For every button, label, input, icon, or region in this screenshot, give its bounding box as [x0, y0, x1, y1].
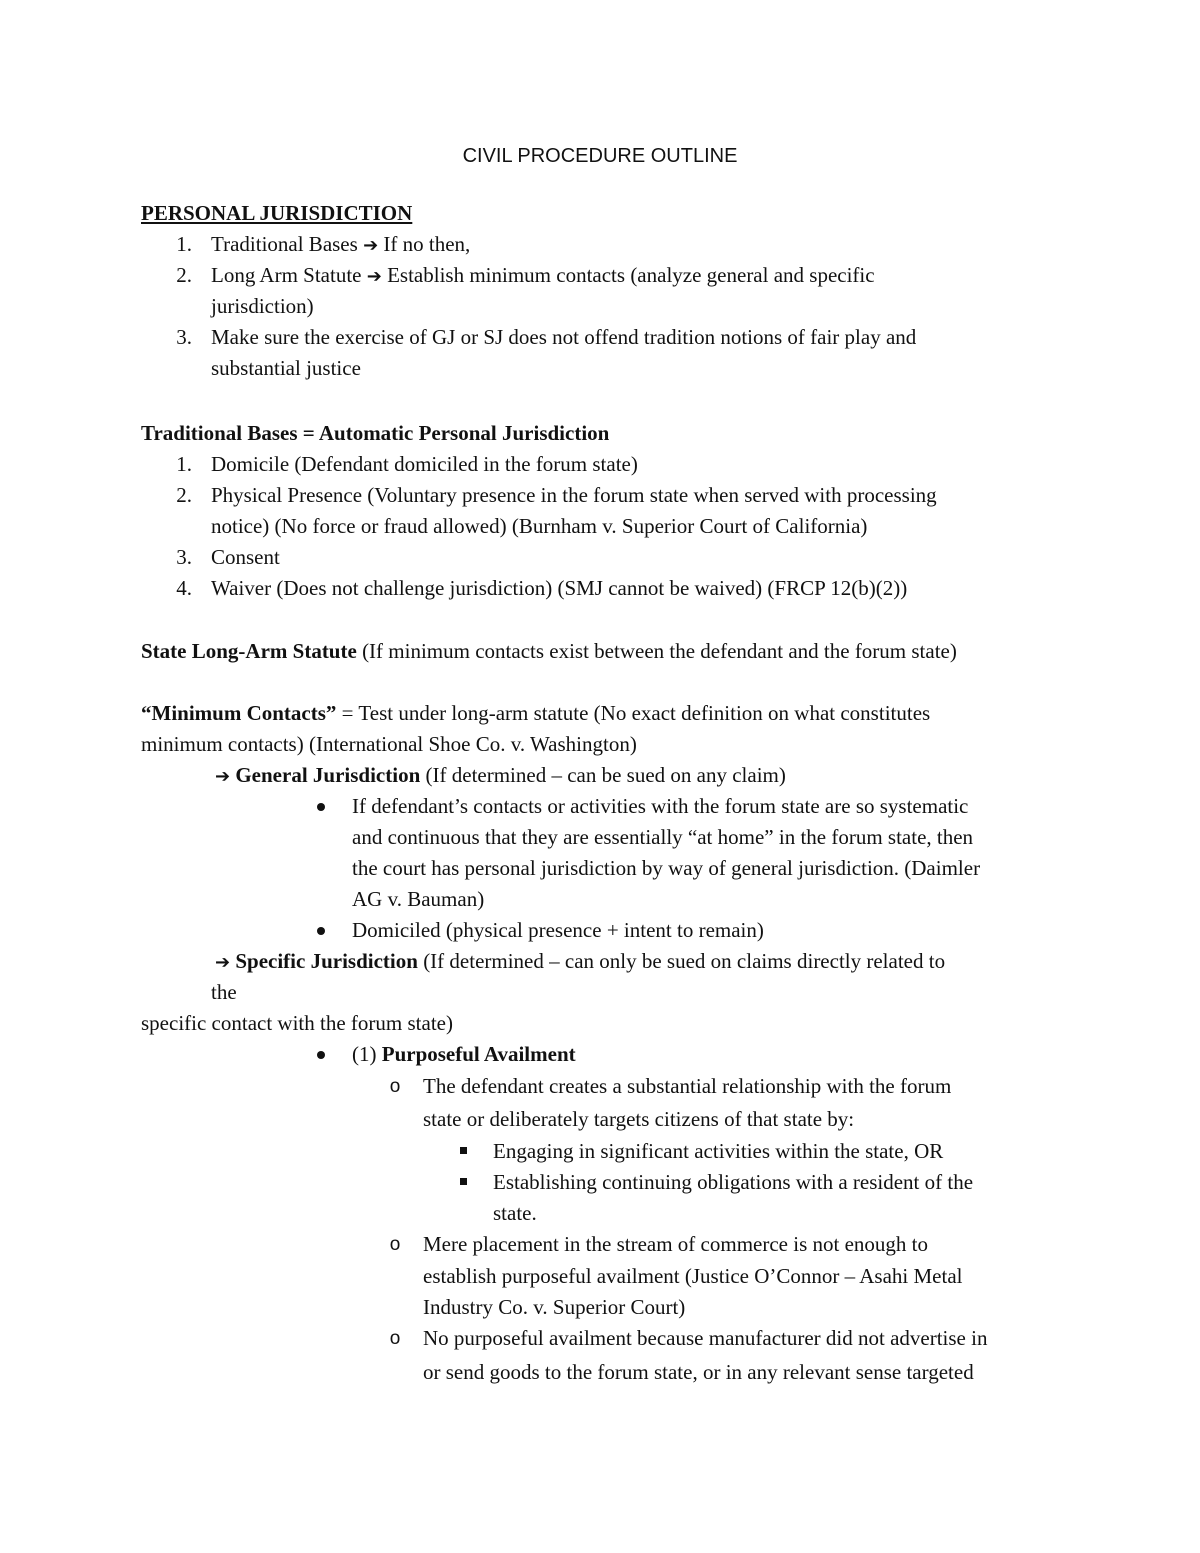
list-item: Mere placement in the stream of commerce is not enough to [423, 1232, 928, 1256]
subheading-specific-jurisdiction: ➔ Specific Jurisdiction (If determined – can only be sued on claims directly related to [215, 949, 946, 973]
list-item: Traditional Bases ➔ If no then, [211, 232, 471, 256]
list-number: 3. [176, 325, 192, 349]
bullet-icon [317, 803, 325, 811]
bullet-icon [317, 1051, 325, 1059]
list-item-continuation: jurisdiction) [211, 294, 314, 318]
bullet-icon [317, 927, 325, 935]
paragraph-continuation: minimum contacts) (International Shoe Co. v. Washington) [141, 732, 637, 756]
list-item: Establishing continuing obligations with a resident of the [493, 1170, 974, 1194]
paragraph-minimum-contacts: “Minimum Contacts” = Test under long-arm statute (No exact definition on what constitutes [141, 701, 931, 725]
list-item: Physical Presence (Voluntary presence in the forum state when served with processing [211, 483, 937, 507]
hollow-bullet-icon: o [389, 1328, 401, 1349]
list-item: Engaging in significant activities within the state, OR [493, 1139, 944, 1163]
list-item: Consent [211, 545, 280, 569]
list-item-continuation: state. [493, 1201, 537, 1225]
list-item-continuation: Industry Co. v. Superior Court) [423, 1295, 686, 1319]
list-item-continuation: and continuous that they are essentially “at home” in the forum state, then [352, 825, 974, 849]
arrow-icon: ➔ [366, 266, 382, 287]
section-heading-personal-jurisdiction: PERSONAL JURISDICTION [141, 201, 413, 225]
list-item: Domicile (Defendant domiciled in the forum state) [211, 452, 638, 476]
hollow-bullet-icon: o [389, 1234, 401, 1255]
list-number: 4. [176, 576, 192, 600]
list-item-continuation: or send goods to the forum state, or in any relevant sense targeted [423, 1360, 974, 1384]
list-item-continuation: state or deliberately targets citizens of that state by: [423, 1107, 855, 1131]
list-item-continuation: AG v. Bauman) [352, 887, 485, 911]
list-item: Domiciled (physical presence + intent to remain) [352, 918, 764, 942]
list-item: Waiver (Does not challenge jurisdiction) (SMJ cannot be waived) (FRCP 12(b)(2)) [211, 576, 908, 600]
list-item-continuation: establish purposeful availment (Justice O’Connor – Asahi Metal [423, 1264, 963, 1288]
arrow-icon: ➔ [215, 766, 231, 787]
list-item-continuation: notice) (No force or fraud allowed) (Burnham v. Superior Court of California) [211, 514, 868, 538]
list-item-continuation: substantial justice [211, 356, 361, 380]
document-title: CIVIL PROCEDURE OUTLINE [462, 145, 738, 167]
subheading-general-jurisdiction: ➔ General Jurisdiction (If determined – can be sued on any claim) [215, 763, 786, 787]
list-number: 1. [176, 232, 192, 256]
list-item: If defendant’s contacts or activities with the forum state are so systematic [352, 794, 969, 818]
list-item-purposeful-availment: (1) Purposeful Availment [352, 1042, 576, 1066]
paragraph-long-arm-statute: State Long-Arm Statute (If minimum contacts exist between the defendant and the forum state) [141, 639, 957, 663]
list-item: No purposeful availment because manufacturer did not advertise in [423, 1326, 988, 1350]
paragraph-continuation: specific contact with the forum state) [141, 1011, 453, 1035]
square-bullet-icon [460, 1178, 467, 1185]
paragraph-continuation: the [211, 980, 237, 1004]
list-number: 3. [176, 545, 192, 569]
list-item: Make sure the exercise of GJ or SJ does not offend tradition notions of fair play and [211, 325, 917, 349]
list-item: Long Arm Statute ➔ Establish minimum contacts (analyze general and specific [211, 263, 875, 287]
square-bullet-icon [460, 1147, 467, 1154]
list-number: 1. [176, 452, 192, 476]
arrow-icon: ➔ [363, 235, 379, 256]
list-number: 2. [176, 483, 192, 507]
arrow-icon: ➔ [215, 952, 231, 973]
list-item-continuation: the court has personal jurisdiction by way of general jurisdiction. (Daimler [352, 856, 981, 880]
hollow-bullet-icon: o [389, 1076, 401, 1097]
list-item: The defendant creates a substantial relationship with the forum [423, 1074, 952, 1098]
list-number: 2. [176, 263, 192, 287]
section-heading-traditional-bases: Traditional Bases = Automatic Personal Jurisdiction [141, 421, 610, 445]
